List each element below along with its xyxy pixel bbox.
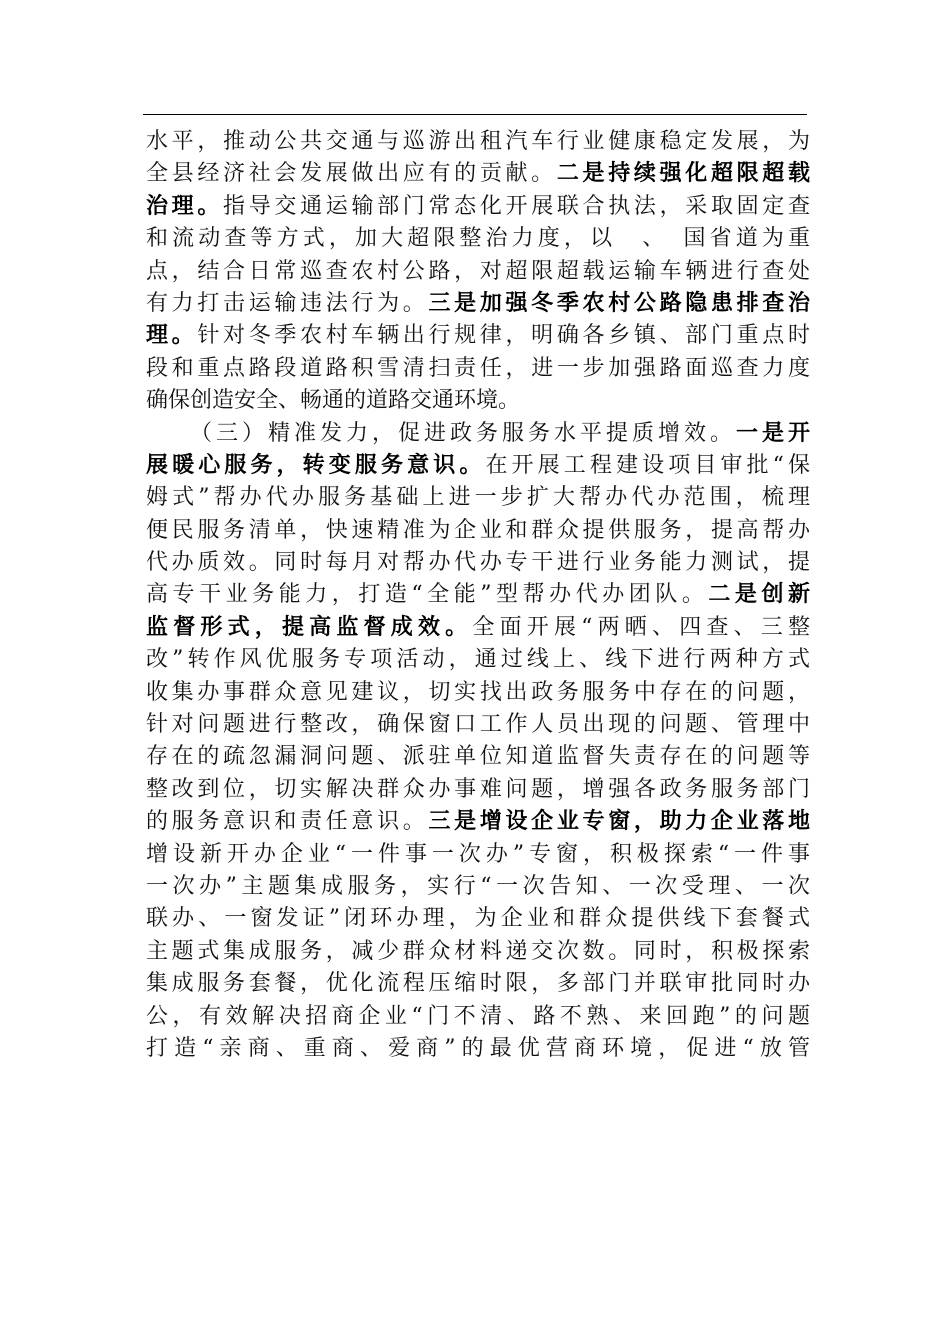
text-line [146,677,810,709]
text-line [146,450,810,482]
text-line [146,644,810,676]
text-line [146,968,810,1000]
text-span: 打造“亲商、重商、爱商”的最优营商环境，促进“放管 [146,1035,810,1061]
text-line [146,612,810,644]
text-span: 全面开展“两晒、四查、三整 [472,614,810,640]
text-line [146,774,810,806]
text-line [146,1001,810,1033]
text-line [146,709,810,741]
text-span: 有力打击运输违法行为。 [146,290,429,316]
bold-text-span: 展暖心服务，转变服务意识。 [146,452,486,478]
text-line [146,1033,810,1065]
text-line [146,547,810,579]
text-line [146,191,810,223]
text-span: 针对冬季农村车辆出行规律，明确各乡镇、部门重点时 [197,323,810,349]
text-span: 收集办事群众意见建议，切实找出政务服务中存在的问题， [146,679,810,705]
text-span: 一次办”主题集成服务，实行“一次告知、一次受理、一次 [146,873,810,899]
text-line [146,126,810,158]
text-span: 改”转作风优服务专项活动，通过线上、线下进行两种方式 [146,647,810,673]
text-line [146,320,810,352]
text-span: 存在的疏忽漏洞问题、派驻单位知道监督失责存在的问题等 [146,744,810,770]
bold-text-span: 三是加强冬季农村公路隐患排查治 [428,290,810,316]
text-line [146,806,810,838]
text-line [146,158,810,190]
bold-text-span: 一是开 [735,420,810,446]
text-span: （三）精准发力，促进政务服务水平提质增效。 [190,420,736,446]
bold-text-span: 治理。 [146,193,224,219]
text-span: 和流动查等方式，加大超限整治力度，以 、 国省道为重 [146,226,810,252]
text-span: 整改到位，切实解决群众办事难问题，增强各政务服务部门 [146,776,810,802]
body-text [146,126,810,1065]
text-line [146,903,810,935]
text-span: 段和重点路段道路积雪清扫责任，进一步加强路面巡查力度 [146,355,810,381]
text-span: 在开展工程建设项目审批“保 [485,452,810,478]
bold-text-span: 二是持续强化超限超载 [556,161,810,187]
text-line [146,741,810,773]
text-line [146,579,810,611]
bold-text-span: 理。 [146,323,198,349]
bold-text-span: 监督形式，提高监督成效。 [146,614,473,640]
text-line [146,256,810,288]
bold-text-span: 二是创新 [708,582,810,608]
header-rule [143,114,807,115]
text-span: 针对问题进行整改，确保窗口工作人员出现的问题、管理中 [146,712,810,738]
text-span: 集成服务套餐，优化流程压缩时限，多部门并联审批同时办 [146,971,810,997]
text-span: 的服务意识和责任意识。 [146,809,429,835]
text-span: 代办质效。同时每月对帮办代办专干进行业务能力测试，提 [146,550,810,576]
text-line [146,839,810,871]
text-span: 水平，推动公共交通与巡游出租汽车行业健康稳定发展，为 [146,129,810,154]
text-span: 便民服务清单，快速精准为企业和群众提供服务，提高帮办 [146,517,810,543]
bold-text-span: 三是增设企业专窗，助力企业落地 [428,809,810,835]
text-line [146,482,810,514]
text-span: 指导交通运输部门常态化开展联合执法，采取固定查 [223,193,810,219]
text-line [146,936,810,968]
text-span: 主题式集成服务，减少群众材料递交次数。同时，积极探索 [146,938,810,964]
text-span: 联办、一窗发证”闭环办理，为企业和群众提供线下套餐式 [146,906,810,932]
text-span: 确保创造安全、畅通的道路交通环境。 [146,388,521,414]
text-span: 公，有效解决招商企业“门不清、路不熟、来回跑”的问题 [146,1003,810,1029]
text-line [146,385,810,417]
text-line [146,288,810,320]
text-span: 增设新开办企业“一件事一次办”专窗，积极探索“一件事 [146,841,810,867]
text-line [146,871,810,903]
text-line [146,223,810,255]
text-line [146,353,810,385]
text-span: 全县经济社会发展做出应有的贡献。 [146,161,557,187]
text-span: 高专干业务能力，打造“全能”型帮办代办团队。 [146,582,709,608]
text-span: 点，结合日常巡查农村公路，对超限超载运输车辆进行查处 [146,258,810,284]
text-line [146,418,810,450]
text-line [146,515,810,547]
text-span: 姆式”帮办代办服务基础上进一步扩大帮办代办范围，梳理 [146,485,810,511]
